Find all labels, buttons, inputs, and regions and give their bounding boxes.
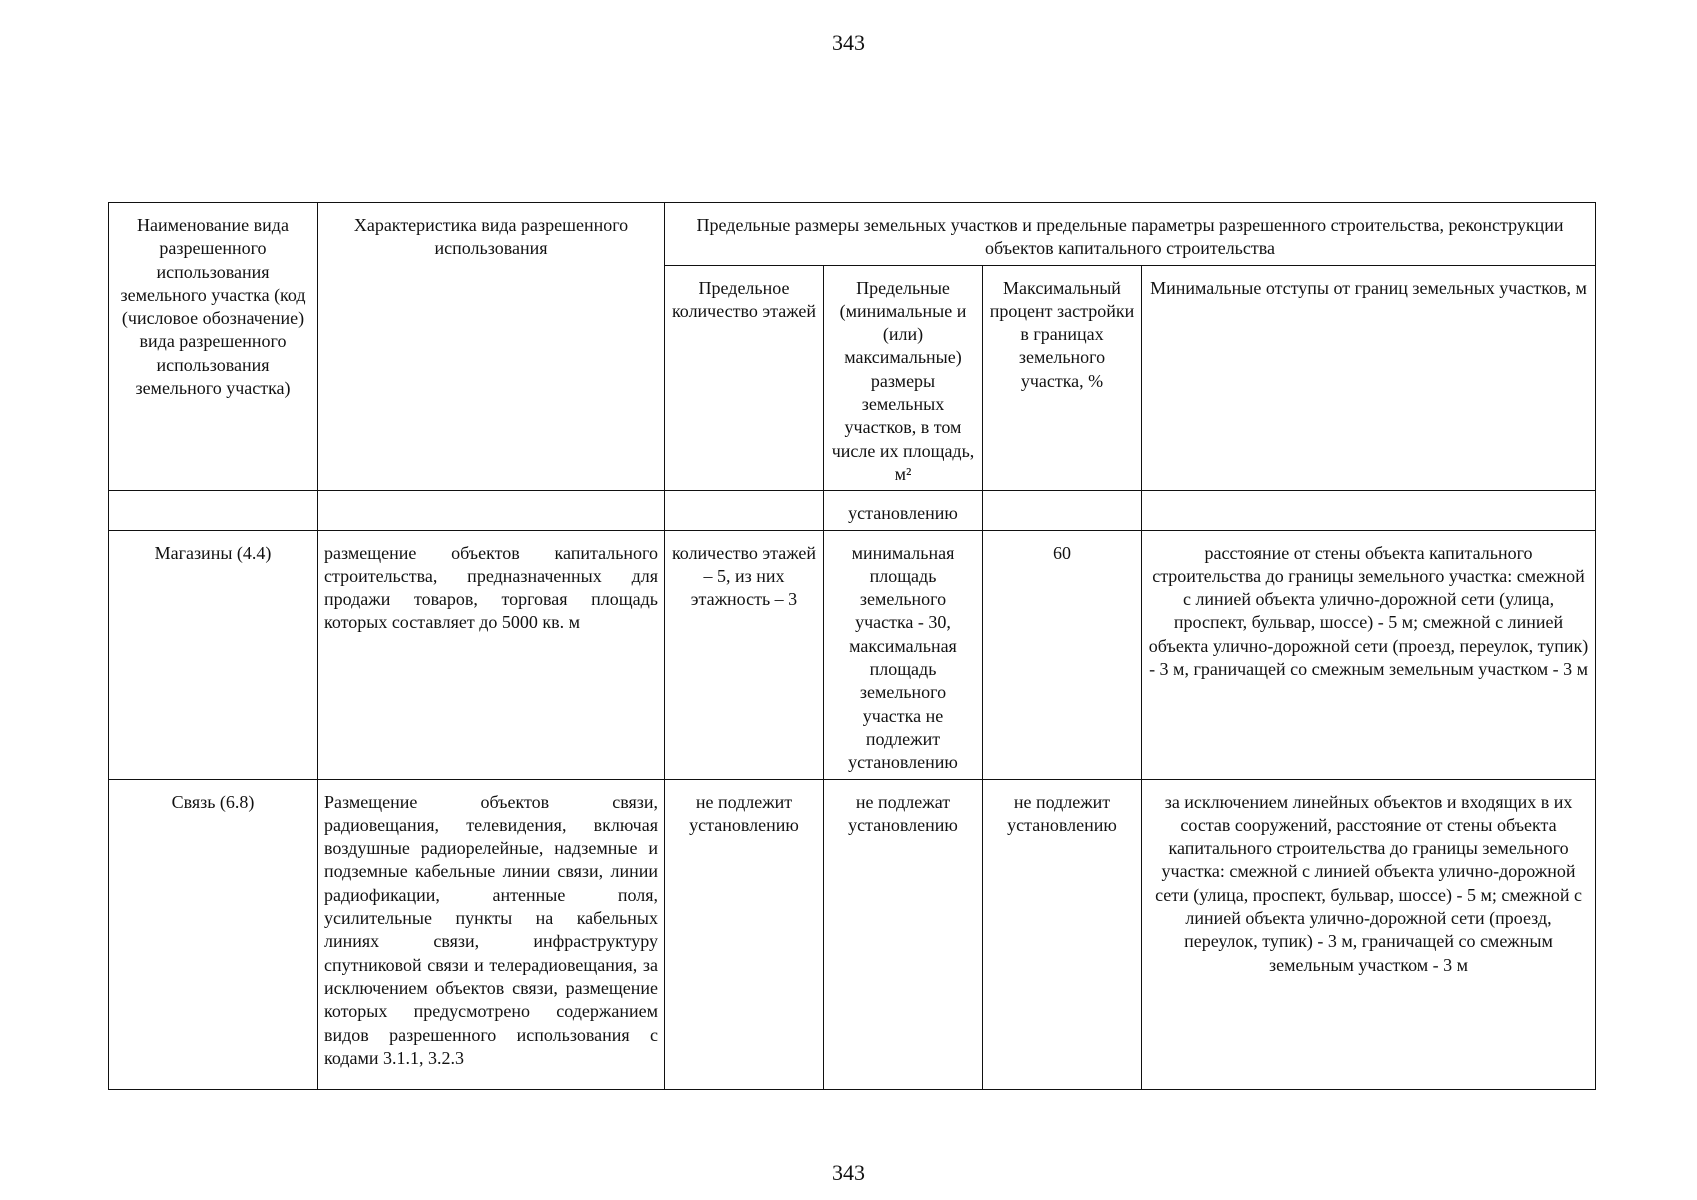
cell-name <box>109 779 318 1089</box>
header-floors-text: Предельное количество этажей <box>671 277 817 321</box>
cell-setbacks <box>1142 530 1596 779</box>
header-name-text: Наименование вида разрешенного использования земельного участка (код (числовое обозначение) вида разрешенного использования земельного участка) <box>120 215 306 399</box>
cell-setbacks <box>1142 491 1596 530</box>
header-limits-text: Предельные размеры земельных участков и предельные параметры разрешенного строительства, реконструкции объектов капитального строительства <box>696 215 1564 259</box>
row-percent-text: 60 <box>1053 542 1071 563</box>
header-cell-setbacks <box>1142 265 1596 491</box>
cell-floors <box>665 779 824 1089</box>
cell-sizes <box>824 779 983 1089</box>
header-cell-characteristic <box>318 203 665 491</box>
table-row-communications <box>109 779 1596 1089</box>
row-floors-text: количество этажей – 5, из них этажность – 3 <box>671 542 817 610</box>
header-cell-limits <box>665 203 1596 266</box>
cell-sizes <box>824 530 983 779</box>
cell-percent <box>983 779 1142 1089</box>
row-floors-text: не подлежит установлению <box>689 791 799 835</box>
row-name-text: Связь (6.8) <box>171 791 255 812</box>
row-characteristic-text: размещение объектов капитального строительства, предназначенных для продажи товаров, торговая площадь которых составляет до 5000 кв. м <box>324 542 658 633</box>
row-setbacks-text: расстояние от стены объекта капитального строительства до границы земельного участка: смежной с линией объекта улично-дорожной сети (улица, проспект, бульвар, шоссе) - 5 м; смежной с линией объекта улично-дорожной сети (проезд, переулок, тупик) - 3 м, граничащей со смежным земельным участком - 3 м <box>1148 542 1589 680</box>
cell-floors <box>665 491 824 530</box>
row-characteristic-text: Размещение объектов связи, радиовещания, телевидения, включая воздушные радиорелейные, надземные и подземные кабельные линии связи, линии радиофикации, антенные поля, усилительные пункты на кабельных линиях связи, инфраструктуру спутниковой связи и телерадиовещания, за исключением объектов связи, размещение которых предусмотрено содержанием видов разрешенного использования с кодами 3.1.1, 3.2.3 <box>324 791 658 1068</box>
row-sizes-text: минимальная площадь земельного участка - 30, максимальная площадь земельного участка не подлежит установлению <box>848 542 958 773</box>
header-sizes-text: Предельные (минимальные и (или) максимальные) размеры земельных участков, в том числе их площадь, м² <box>831 277 975 484</box>
cell-name <box>109 530 318 779</box>
header-characteristic-text: Характеристика вида разрешенного использования <box>353 215 629 259</box>
row-setbacks-text: за исключением линейных объектов и входящих в их состав сооружений, расстояние от стены объекта капитального строительства до границы земельного участка: смежной с линией объекта улично-дорожной сети (улица, проспект, бульвар, шоссе) - 5 м; смежной с линией объекта улично-дорожной сети (проезд, переулок, тупик) - 3 м, граничащей со смежным земельным участком - 3 м <box>1155 791 1582 975</box>
cell-characteristic <box>318 491 665 530</box>
row-name-text: Магазины (4.4) <box>154 542 272 563</box>
header-cell-name <box>109 203 318 491</box>
cell-setbacks <box>1142 779 1596 1089</box>
table-row-continuation <box>109 491 1596 530</box>
page-number-top: 343 <box>832 30 865 55</box>
row-percent-text: не подлежит установлению <box>1007 791 1117 835</box>
header-cell-floors <box>665 265 824 491</box>
cell-characteristic <box>318 779 665 1089</box>
header-percent-text: Максимальный процент застройки в границах земельного участка, % <box>989 277 1135 391</box>
header-cell-sizes <box>824 265 983 491</box>
page-number-bottom: 343 <box>832 1160 865 1185</box>
cell-percent <box>983 491 1142 530</box>
header-row-top <box>109 203 1596 266</box>
land-use-regulations-table <box>108 202 1596 1090</box>
header-setbacks-text: Минимальные отступы от границ земельных участков, м <box>1150 277 1587 298</box>
cell-sizes <box>824 491 983 530</box>
table-row-shops <box>109 530 1596 779</box>
cell-characteristic <box>318 530 665 779</box>
cell-percent <box>983 530 1142 779</box>
header-cell-percent <box>983 265 1142 491</box>
cell-name <box>109 491 318 530</box>
row-sizes-text: установлению <box>848 503 958 524</box>
row-sizes-text: не подлежат установлению <box>848 791 958 835</box>
cell-floors <box>665 530 824 779</box>
